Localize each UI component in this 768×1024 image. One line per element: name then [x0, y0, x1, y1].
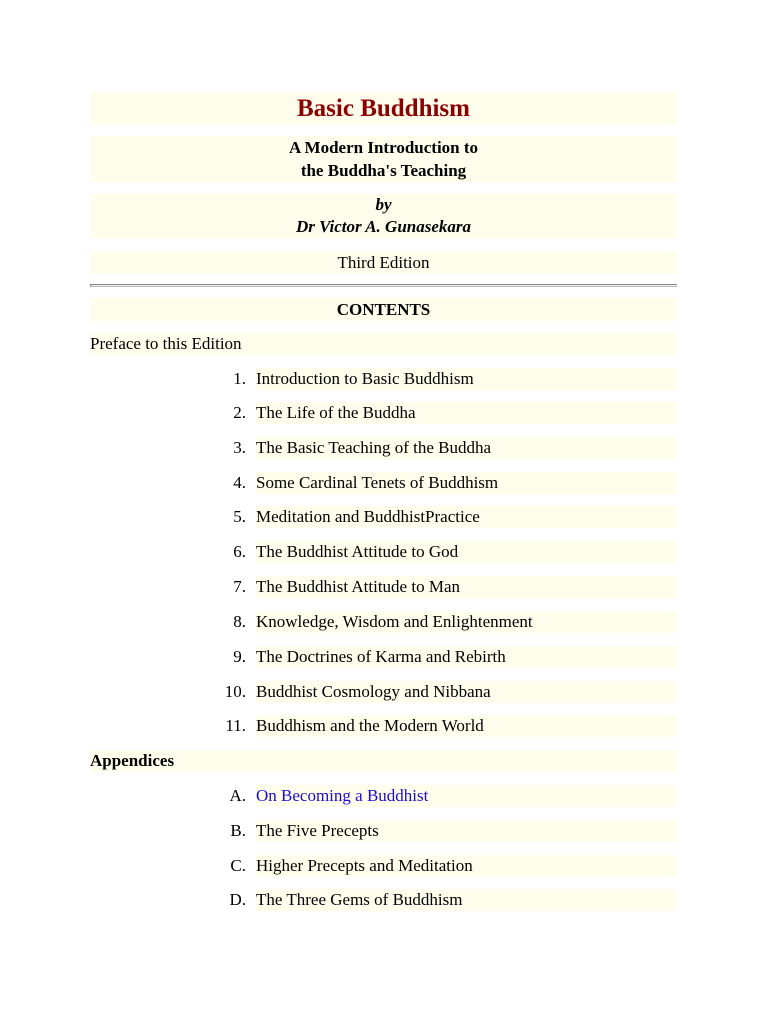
- chapter-number: 6.: [233, 542, 246, 561]
- subtitle: [90, 136, 677, 182]
- subtitle-line-1: A Modern Introduction to: [288, 138, 479, 157]
- contents-heading: CONTENTS: [90, 298, 677, 321]
- chapter-number: 1.: [233, 369, 246, 388]
- chapter-number: 8.: [233, 612, 246, 631]
- chapter-number: 7.: [233, 577, 246, 596]
- chapter-item[interactable]: Buddhism and the Modern World: [256, 715, 677, 737]
- chapter-number: 10.: [224, 682, 246, 701]
- chapter-number: 4.: [233, 473, 246, 492]
- chapter-number: 2.: [233, 403, 246, 422]
- preface-link[interactable]: Preface to this Edition: [90, 333, 677, 355]
- appendix-letter: A.: [229, 786, 246, 805]
- appendix-letter: C.: [230, 856, 246, 875]
- chapter-number: 3.: [233, 438, 246, 457]
- chapter-number: 11.: [225, 716, 246, 735]
- chapter-item[interactable]: Meditation and BuddhistPractice: [256, 506, 677, 528]
- chapter-item[interactable]: The Buddhist Attitude to Man: [256, 576, 677, 598]
- appendix-letter: D.: [229, 890, 246, 909]
- by-label: by: [375, 195, 392, 214]
- chapter-item[interactable]: The Buddhist Attitude to God: [256, 541, 677, 563]
- chapter-number: 9.: [233, 647, 246, 666]
- horizontal-rule: [90, 284, 677, 287]
- chapter-item[interactable]: Some Cardinal Tenets of Buddhism: [256, 472, 677, 494]
- chapter-number: 5.: [233, 507, 246, 526]
- subtitle-line-2: the Buddha's Teaching: [300, 161, 467, 180]
- appendix-item[interactable]: Higher Precepts and Meditation: [256, 855, 677, 877]
- chapter-item[interactable]: Knowledge, Wisdom and Enlightenment: [256, 611, 677, 633]
- appendices-heading: Appendices: [90, 750, 677, 772]
- author-name: Dr Victor A. Gunasekara: [295, 217, 472, 236]
- chapter-item[interactable]: Buddhist Cosmology and Nibbana: [256, 681, 677, 703]
- chapter-item[interactable]: The Life of the Buddha: [256, 402, 677, 424]
- appendix-item-link[interactable]: On Becoming a Buddhist: [256, 785, 677, 807]
- appendix-letter: B.: [230, 821, 246, 840]
- chapter-item[interactable]: The Basic Teaching of the Buddha: [256, 437, 677, 459]
- appendix-item[interactable]: The Three Gems of Buddhism: [256, 889, 677, 911]
- page-title: Basic Buddhism: [90, 92, 677, 125]
- chapter-item[interactable]: Introduction to Basic Buddhism: [256, 368, 677, 390]
- edition-label: Third Edition: [90, 251, 677, 274]
- author-block: [90, 194, 677, 238]
- chapter-item[interactable]: The Doctrines of Karma and Rebirth: [256, 646, 677, 668]
- appendix-item[interactable]: The Five Precepts: [256, 820, 677, 842]
